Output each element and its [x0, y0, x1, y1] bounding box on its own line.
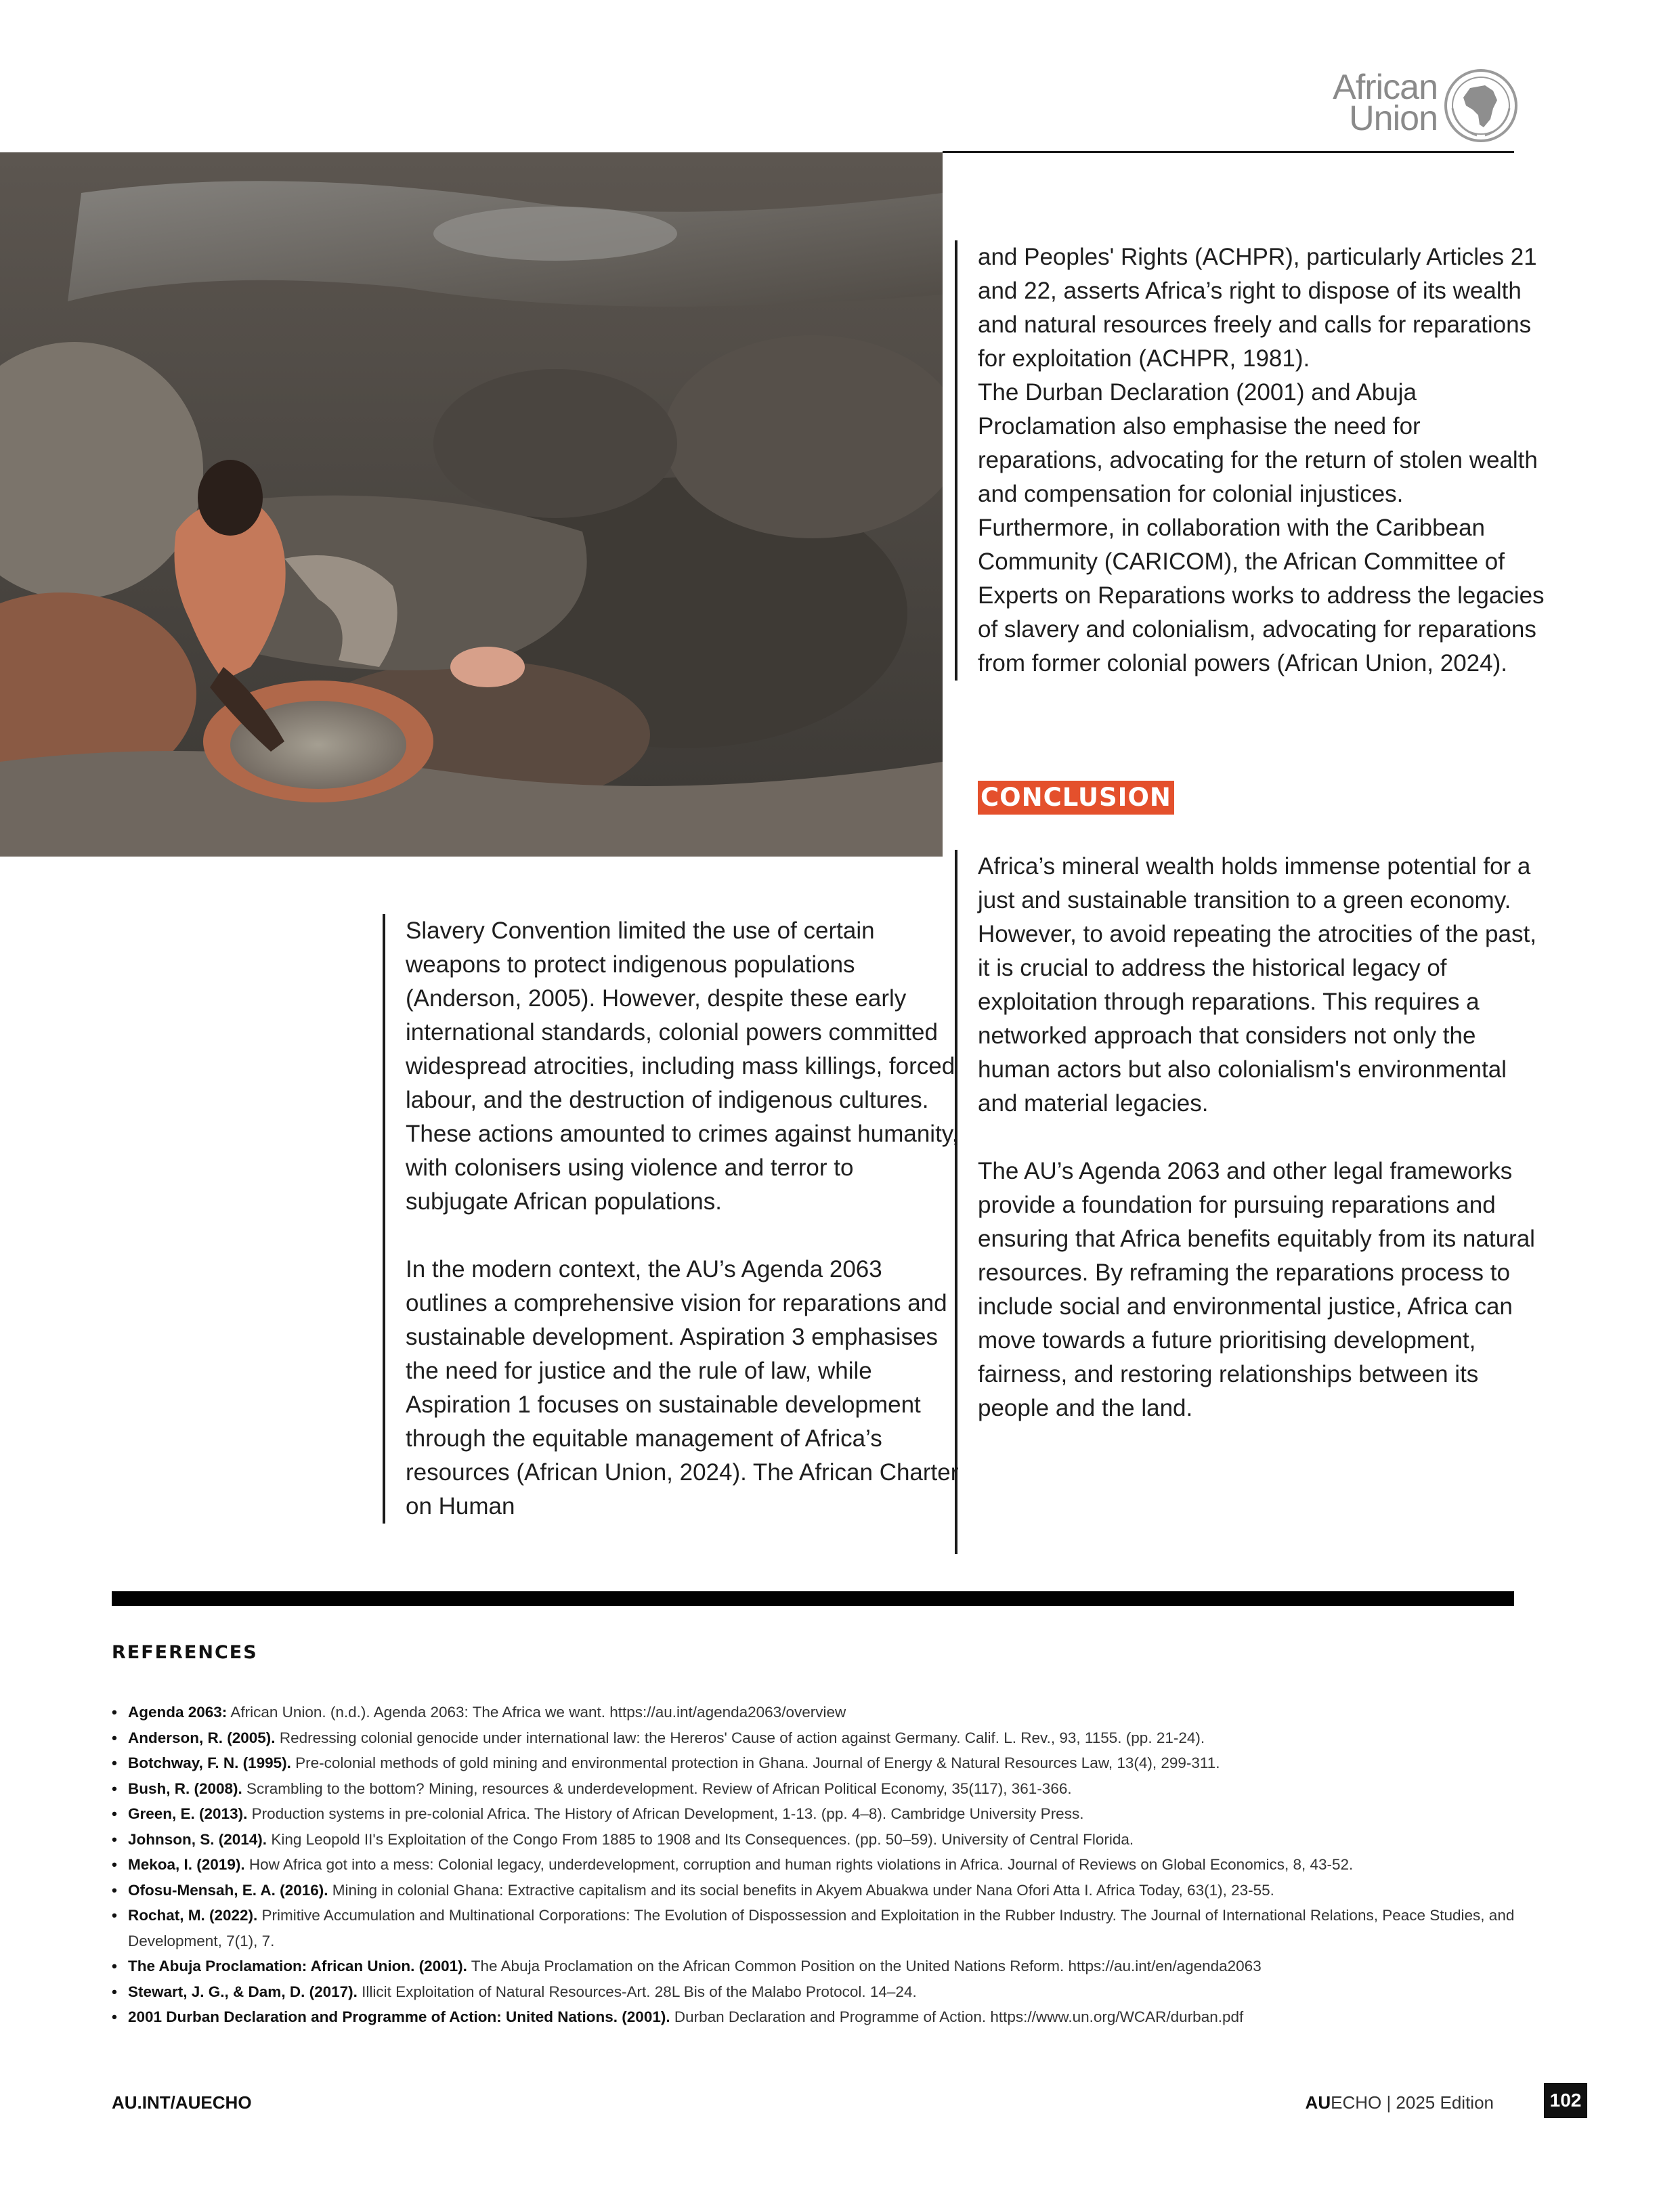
reference-item: • The Abuja Proclamation: African Union. (2001). The Abuja Proclamation on the African Common Position on the United Nations Reform. https://au.int/en/agenda2063 — [112, 1954, 1520, 1979]
reference-item: • Anderson, R. (2005). Redressing colonial genocide under international law: the Hereros' Cause of action against Germany. Calif. L. Rev., 93, 1155. (pp. 21-24). — [112, 1725, 1520, 1751]
page-number: 102 — [1544, 2083, 1587, 2118]
footer-edition — [1306, 2092, 1494, 2113]
reference-item: • Green, E. (2013). Production systems in pre-colonial Africa. The History of African Development, 1-13. (pp. 4–8). Cambridge University Press. — [112, 1801, 1520, 1827]
paragraph-slavery-convention: Slavery Convention limited the use of certain weapons to protect indigenous populations (Anderson, 2005). However, despite these early international standards, colonial powers committed widespread atrocities, including mass killings, forced labour, and the destruction of indigenous cultures. These actions amounted to crimes against humanity, with colonisers using violence and terror to subjugate African populations. — [406, 918, 959, 1215]
conclusion-heading: CONCLUSION — [978, 781, 1174, 815]
reference-item: • Rochat, M. (2022). Primitive Accumulation and Multinational Corporations: The Evolution of Dispossession and Exploitation in the Rubber Industry. The Journal of International Relations, Peace Studies, and Development, 7(1), 7. — [112, 1903, 1520, 1954]
paragraph-agenda-2063: In the modern context, the AU’s Agenda 2063 outlines a comprehensive vision for reparations and sustainable development. Aspiration 3 emphasises the need for justice and the rule of law, while Aspiration 1 focuses on sustainable development through the equitable management of Africa’s resources (African Union, 2024). The African Charter on Human — [406, 1256, 959, 1519]
footer-brand-rest: ECHO | 2025 Edition — [1331, 2092, 1494, 2113]
reference-item: • Mekoa, I. (2019). How Africa got into a mess: Colonial legacy, underdevelopment, corruption and human rights violations in Africa. Journal of Reviews on Global Economics, 8, 43-52. — [112, 1852, 1520, 1878]
references-heading: REFERENCES — [112, 1642, 258, 1663]
child-miner-photo — [0, 152, 943, 857]
footer-website-link[interactable]: AU.INT/AUECHO — [112, 2092, 252, 2113]
paragraph-mineral-wealth: Africa’s mineral wealth holds immense potential for a just and sustainable transition to a green economy. However, to avoid repeating the atrocities of the past, it is crucial to address the historical legacy of exploitation through reparations. This requires a networked approach that considers not only the human actors but also colonialism's environmental and material legacies. — [978, 853, 1536, 1117]
logo-line-2: Union — [1349, 99, 1438, 138]
header-rule — [943, 151, 1514, 153]
african-union-logo — [1316, 68, 1519, 144]
paragraph-durban: The Durban Declaration (2001) and Abuja Proclamation also emphasise the need for reparations, advocating for the return of stolen wealth and compensation for colonial injustices. Furthermore, in collaboration with the Caribbean Community (CARICOM), the African Committee of Experts on Reparations works to address the legacies of slavery and colonialism, advocating for reparations from former colonial powers (African Union, 2024). — [978, 379, 1545, 676]
reference-item: • Ofosu-Mensah, E. A. (2016). Mining in colonial Ghana: Extractive capitalism and its social benefits in Akyem Abuakwa under Nana Ofori Atta I. Africa Today, 63(1), 23-55. — [112, 1878, 1520, 1903]
logo-wordmark — [1333, 68, 1438, 138]
footer-brand-bold: AU — [1305, 2092, 1331, 2113]
photo-illustration — [0, 152, 943, 857]
paragraph-achpr: and Peoples' Rights (ACHPR), particularly Articles 21 and 22, asserts Africa’s right to dispose of its wealth and natural resources freely and calls for reparations for exploitation (ACHPR, 1981). — [978, 244, 1537, 372]
body-column-left — [383, 914, 961, 1524]
reference-item: • Agenda 2063: African Union. (n.d.). Agenda 2063: The Africa we want. https://au.int/agenda2063/overview — [112, 1700, 1520, 1725]
au-emblem-icon — [1443, 68, 1519, 144]
body-column-right-bottom — [955, 850, 1547, 1554]
reference-item: • Bush, R. (2008). Scrambling to the bottom? Mining, resources & underdevelopment. Review of African Political Economy, 35(117), 361-366. — [112, 1776, 1520, 1802]
references-rule — [112, 1591, 1514, 1606]
references-list — [112, 1700, 1520, 2030]
logo-line-1: African — [1333, 68, 1438, 107]
paragraph-legal-frameworks: The AU’s Agenda 2063 and other legal frameworks provide a foundation for pursuing reparations and ensuring that Africa benefits equitably from its natural resources. By reframing the reparations process to include social and environmental justice, Africa can move towards a future prioritising development, fairness, and restoring relationships between its people and the land. — [978, 1158, 1535, 1421]
reference-item: • 2001 Durban Declaration and Programme of Action: United Nations. (2001). Durban Declaration and Programme of Action. https://www.un.org/WCAR/durban.pdf — [112, 2004, 1520, 2030]
body-column-right-top — [955, 240, 1547, 681]
reference-item: • Stewart, J. G., & Dam, D. (2017). Illicit Exploitation of Natural Resources-Art. 28L Bis of the Malabo Protocol. 14–24. — [112, 1979, 1520, 2005]
reference-item: • Botchway, F. N. (1995). Pre-colonial methods of gold mining and environmental protection in Ghana. Journal of Energy & Natural Resources Law, 13(4), 299-311. — [112, 1750, 1520, 1776]
reference-item: • Johnson, S. (2014). King Leopold II's Exploitation of the Congo From 1885 to 1908 and Its Consequences. (pp. 50–59). University of Central Florida. — [112, 1827, 1520, 1853]
